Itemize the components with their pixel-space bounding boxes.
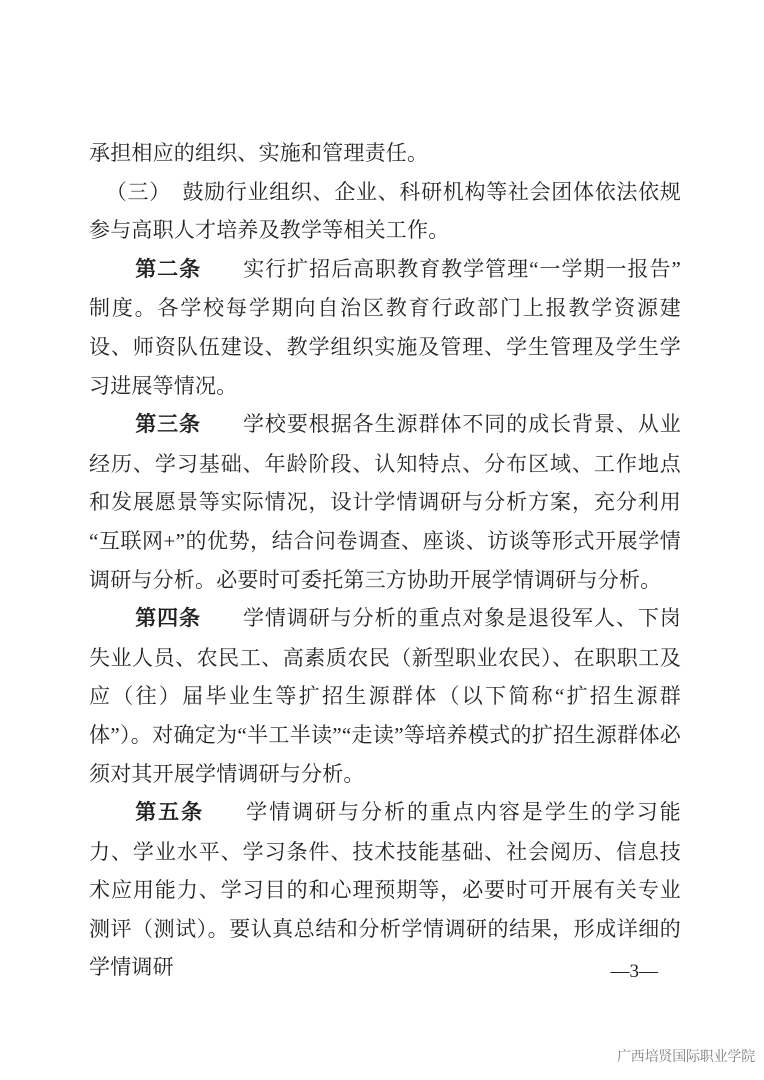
article-number: 第二条: [135, 257, 202, 281]
paragraph-text: 承担相应的组织、实施和管理责任。: [89, 141, 429, 165]
paragraph-text: 实行扩招后高职教育教学管理“一学期一报告”制度。各学校每学期向自治区教育行政部门上报教学资源建设、师资队伍建设、教学组织实施及管理、学生管理及学生学习进展等情况。: [89, 256, 681, 398]
paragraph: [89, 134, 681, 173]
paragraph: [89, 793, 681, 987]
paragraph: [89, 173, 681, 250]
item-number: （三）: [105, 179, 171, 204]
paragraph: [89, 405, 681, 599]
paragraph-text: 鼓励行业组织、企业、科研机构等社会团体依法依规参与高职人才培养及教学等相关工作。: [89, 179, 681, 243]
document-body: [89, 134, 681, 987]
article-number: 第五条: [135, 801, 205, 825]
article-number: 第四条: [135, 607, 201, 631]
paragraph-text: 学情调研与分析的重点内容是学生的学习能力、学业水平、学习条件、技术技能基础、社会阅历、信息技术应用能力、学习目的和心理预期等，必要时可开展有关专业测评（测试）。要认真总结和分析学情调研的结果，形成详细的学情调研: [89, 800, 681, 980]
paragraph-text: 学校要根据各生源群体不同的成长背景、从业经历、学习基础、年龄阶段、认知特点、分布区域、工作地点和发展愿景等实际情况，设计学情调研与分析方案，充分利用“互联网+”的优势，结合问卷调查、座谈、访谈等形式开展学情调研与分析。必要时可委托第三方协助开展学情调研与分析。: [89, 412, 681, 592]
institution-watermark: 广西培贤国际职业学院: [617, 1048, 755, 1064]
page-number: —3—: [610, 961, 658, 982]
paragraph-text: 学情调研与分析的重点对象是退役军人、下岗失业人员、农民工、高素质农民（新型职业农民）、在职职工及应（往）届毕业生等扩招生源群体（以下简称“扩招生源群体”）。对确定为“半工半读”“走读”等培养模式的扩招生源群体必须对其开展学情调研与分析。: [89, 606, 681, 786]
paragraph: [89, 250, 681, 405]
paragraph: [89, 599, 681, 793]
article-number: 第三条: [135, 413, 201, 437]
